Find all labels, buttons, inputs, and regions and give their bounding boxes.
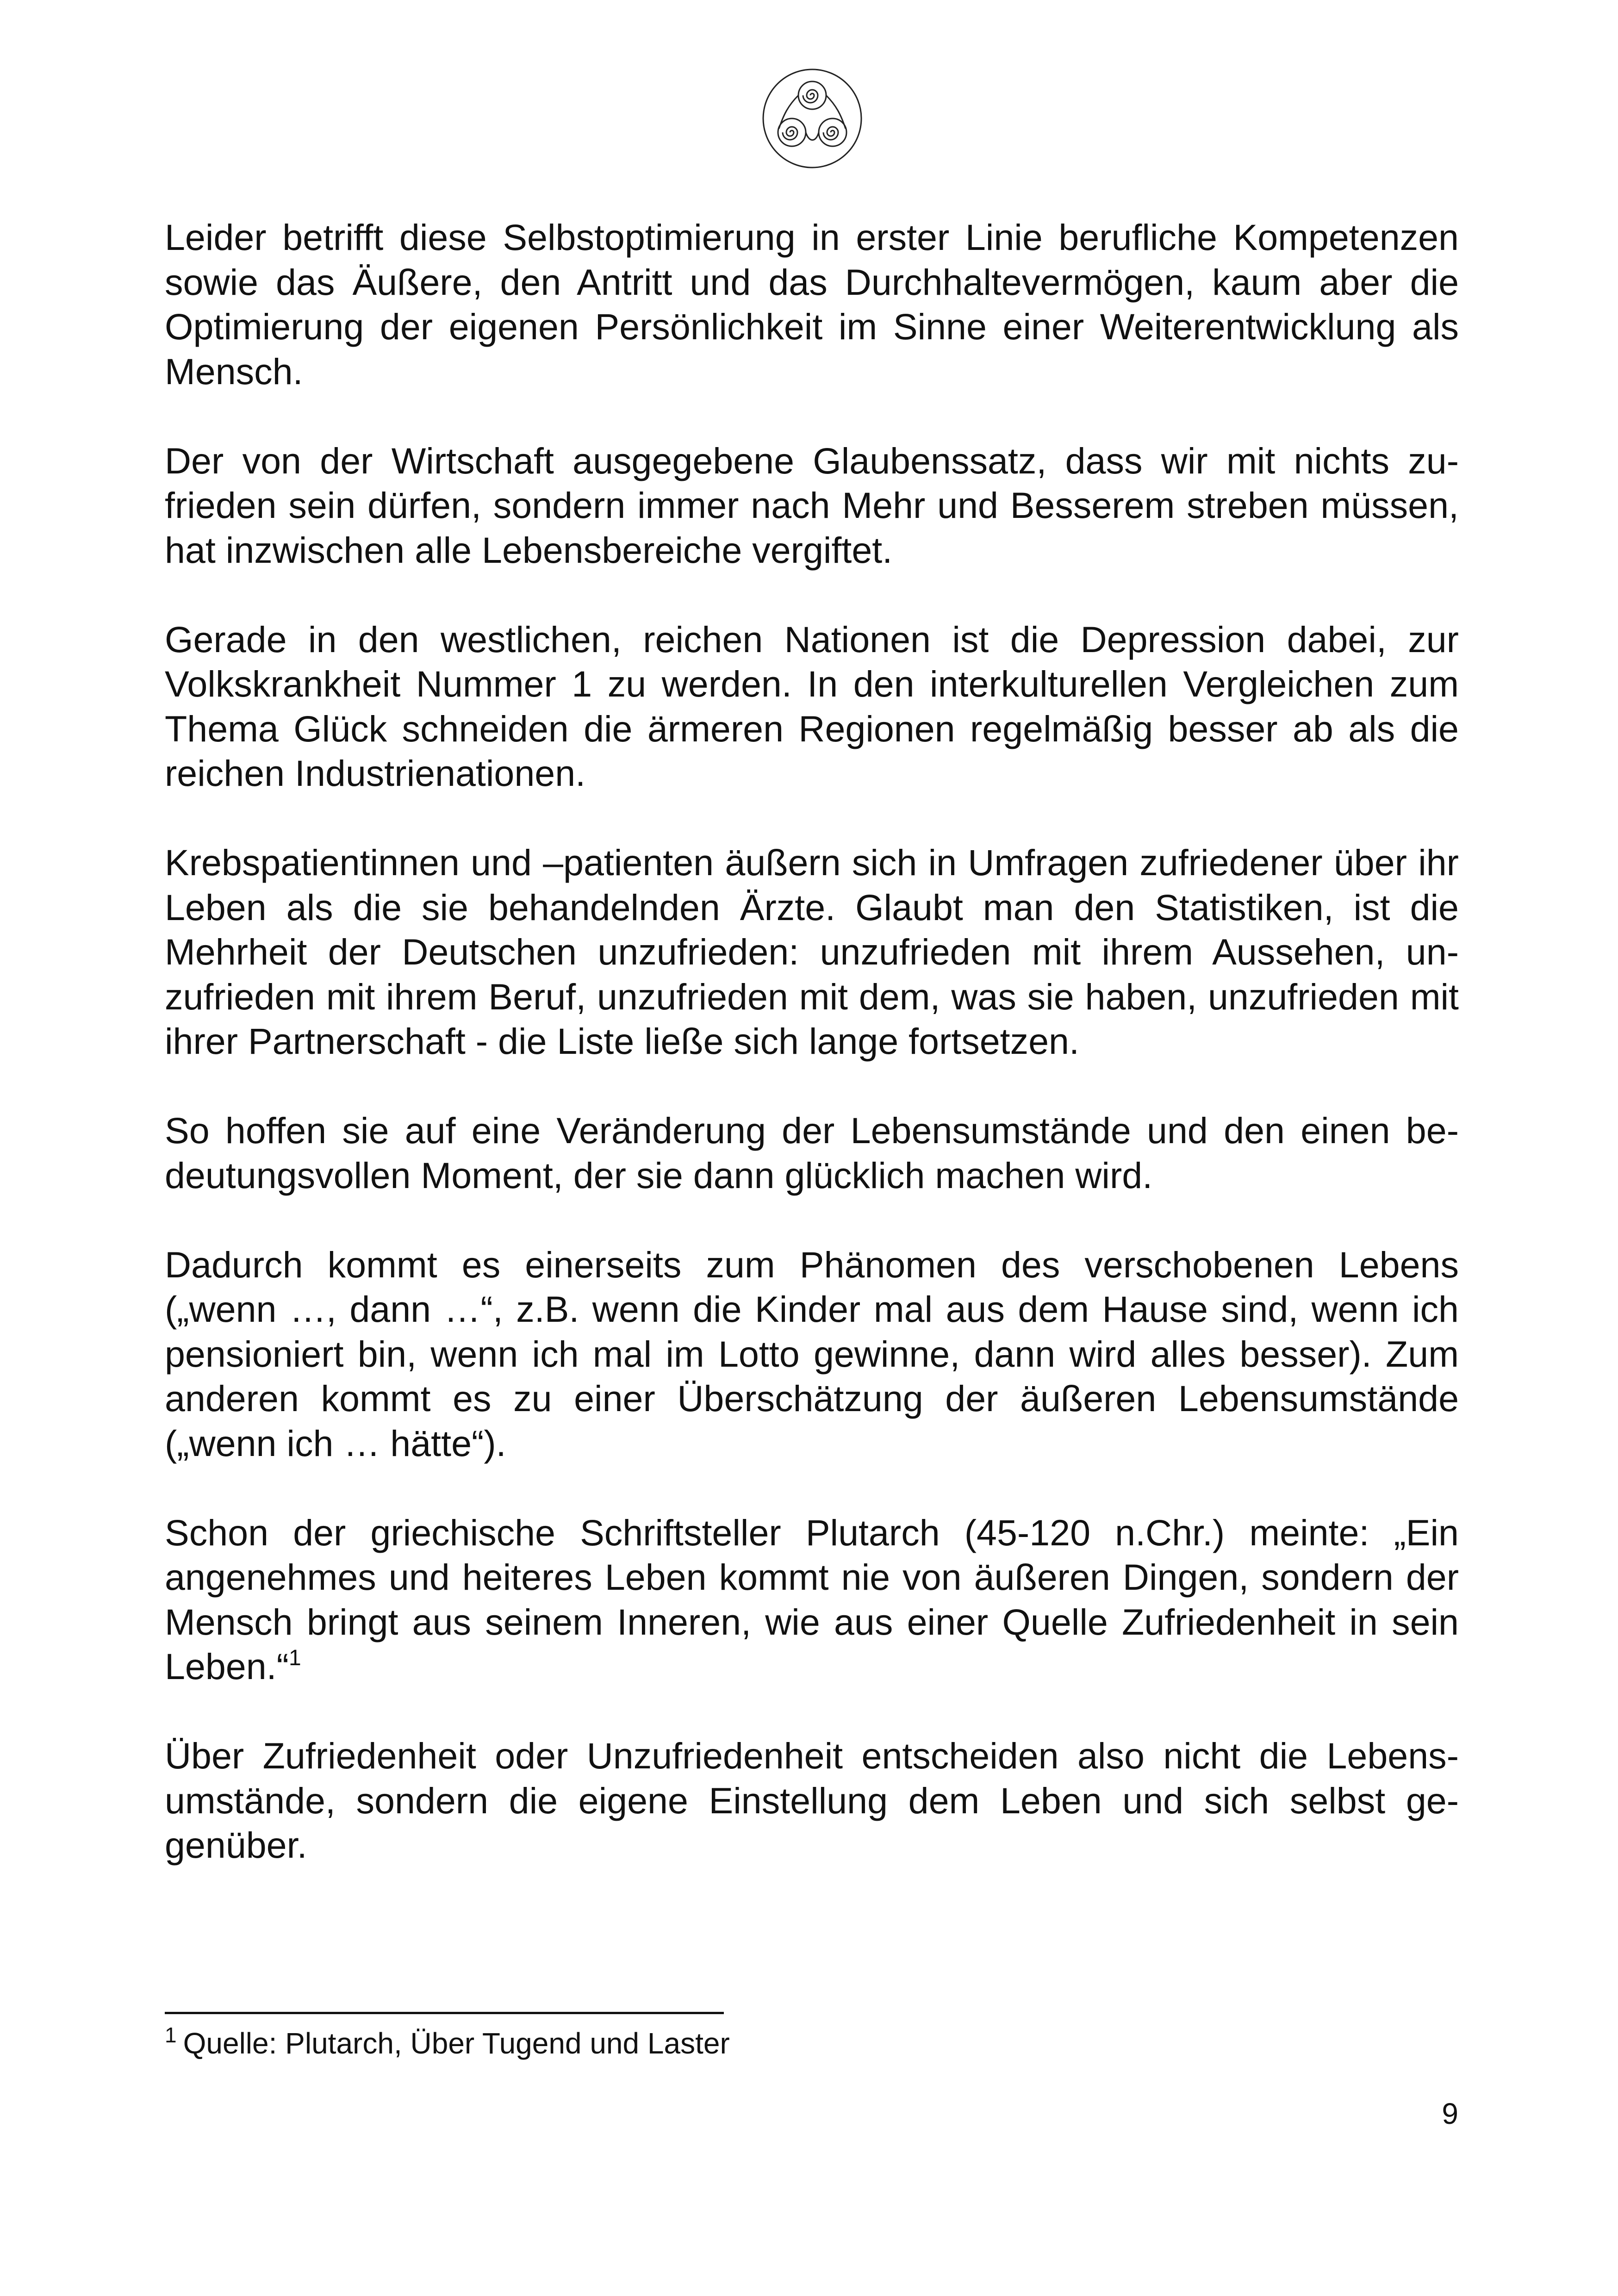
footnote-separator: [165, 2012, 724, 2014]
paragraph-8: Über Zufriedenheit oder Unzufriedenheit entscheiden also nicht die Lebensumstände, sondern die eigene Einstellung dem Leben und sich selbst gegenüber.: [165, 1735, 1459, 1866]
paragraph-7: [165, 1511, 1459, 1689]
paragraph-4: Krebspatientinnen und –patienten äußern sich in Umfragen zufriedener über ihr Leben als die sie behandelnden Ärzte. Glaubt man den Statistiken, ist die Mehrheit der Deutschen unzufrieden: unzufrieden mit ihrem Aussehen, unzufrieden mit ihrem Beruf, unzufrieden mit dem, was sie haben, unzufrieden mit ihrer Partnerschaft - die Liste ließe sich lange fortsetzen.: [165, 842, 1459, 1062]
paragraph-1: Leider betrifft diese Selbstoptimierung in erster Linie berufliche Kompetenzen sowie das Äußere, den Antritt und das Durchhaltevermögen, kaum aber die Optimierung der eigenen Persönlichkeit im Sinne einer Weiterentwicklung als Mensch.: [165, 217, 1459, 392]
paragraph-2: Der von der Wirtschaft ausgegebene Glaubenssatz, dass wir mit nichts zufrieden sein dürfen, sondern immer nach Mehr und Besserem streben müssen, hat inzwischen alle Lebensbereiche vergiftet.: [165, 440, 1459, 571]
triskele-emblem-icon: [760, 64, 864, 173]
body-text: [165, 215, 1459, 1912]
paragraph-6: Dadurch kommt es einerseits zum Phänomen des verschobenen Lebens („wenn …, dann …“, z.B. wenn die Kinder mal aus dem Hause sind, wenn ich pensioniert bin, wenn ich mal im Lotto gewinne, dann wird alles besser). Zum anderen kommt es zu einer Überschätzung der äußeren Lebensumstände („wenn ich … hätte“).: [165, 1244, 1459, 1464]
page-number: 9: [1442, 2097, 1458, 2130]
footnote-reference[interactable]: 1: [288, 1646, 301, 1670]
paragraph-5: So hoffen sie auf eine Veränderung der Lebensumstände und den einen bedeutungsvollen Moment, der sie dann glücklich machen wird.: [165, 1110, 1459, 1196]
paragraph-7-text: Schon der griechische Schriftsteller Plutarch (45-120 n.Chr.) meinte: „Ein angenehmes und heiteres Leben kommt nie von äußeren Dingen, sondern der Mensch bringt aus seinem Inneren, wie aus einer Quelle Zufriedenheit in sein Leben.“: [165, 1512, 1459, 1687]
footnote: [165, 2025, 730, 2062]
paragraph-3: Gerade in den westlichen, reichen Nationen ist die Depression dabei, zur Volkskrankheit Nummer 1 zu werden. In den interkulturellen Vergleichen zum Thema Glück schneiden die ärmeren Regionen regelmäßig besser ab als die reichen Industrienationen.: [165, 618, 1459, 794]
footnote-text: Quelle: Plutarch, Über Tugend und Laster: [183, 2027, 730, 2060]
footnote-number: 1: [165, 2023, 177, 2047]
